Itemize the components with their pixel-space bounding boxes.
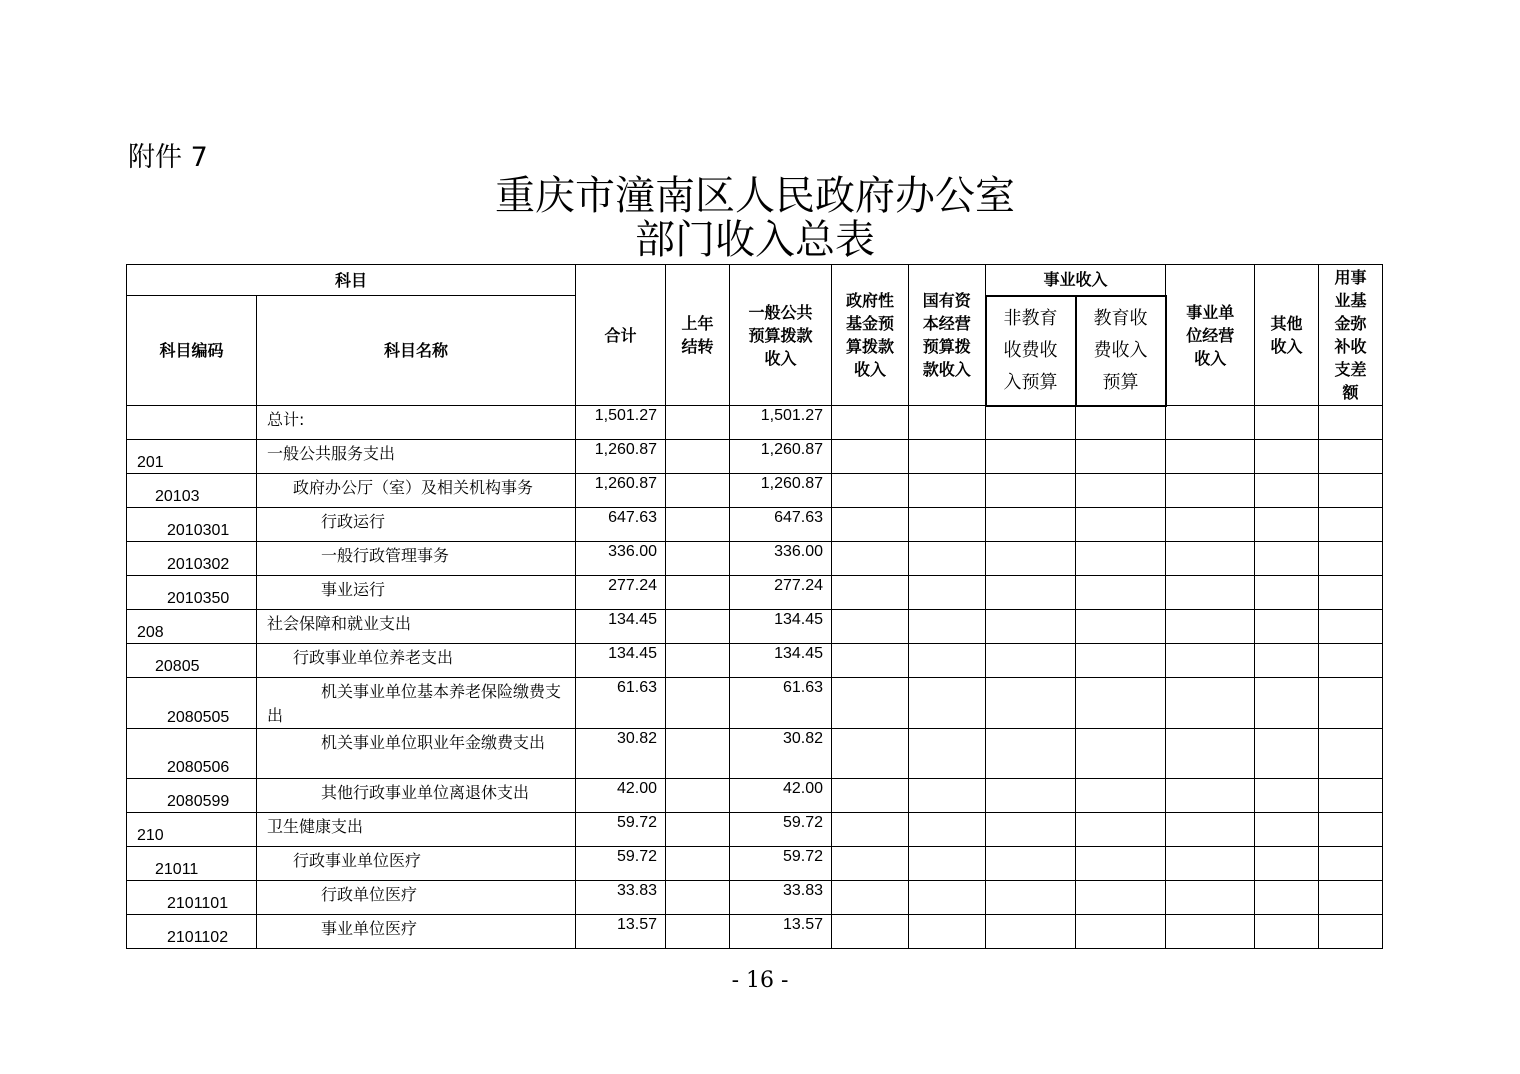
row-carryover: [666, 678, 730, 729]
row-total: 647.63: [576, 508, 666, 542]
empty-cell: [909, 779, 986, 813]
table-row: [127, 542, 1383, 576]
header-general-public-budget: 一般公共预算拨款收入: [730, 265, 832, 406]
empty-cell: [1319, 576, 1383, 610]
row-carryover: [666, 440, 730, 474]
row-total: 59.72: [576, 813, 666, 847]
empty-cell: [1076, 678, 1166, 729]
empty-cell: [1166, 406, 1255, 440]
empty-cell: [1166, 813, 1255, 847]
row-carryover: [666, 779, 730, 813]
empty-cell: [986, 576, 1076, 610]
empty-cell: [1319, 813, 1383, 847]
row-general-budget: 33.83: [730, 881, 832, 915]
empty-cell: [1076, 576, 1166, 610]
row-name: 一般行政管理事务: [257, 542, 576, 576]
empty-cell: [1319, 729, 1383, 779]
row-name: 社会保障和就业支出: [257, 610, 576, 644]
empty-cell: [986, 474, 1076, 508]
empty-cell: [1076, 729, 1166, 779]
empty-cell: [909, 610, 986, 644]
empty-cell: [1076, 610, 1166, 644]
row-name: 其他行政事业单位离退休支出: [257, 779, 576, 813]
empty-cell: [1255, 576, 1319, 610]
row-general-budget: 134.45: [730, 610, 832, 644]
header-education-fee: 教育收费收入预算: [1076, 296, 1166, 406]
row-carryover: [666, 813, 730, 847]
empty-cell: [1076, 440, 1166, 474]
empty-cell: [1255, 542, 1319, 576]
empty-cell: [1076, 915, 1166, 949]
empty-cell: [909, 440, 986, 474]
empty-cell: [1076, 881, 1166, 915]
empty-cell: [1166, 729, 1255, 779]
empty-cell: [1076, 644, 1166, 678]
row-name: 行政运行: [257, 508, 576, 542]
empty-cell: [986, 779, 1076, 813]
header-subject-code: 科目编码: [127, 296, 257, 406]
empty-cell: [1319, 915, 1383, 949]
table-row: [127, 779, 1383, 813]
empty-cell: [909, 915, 986, 949]
row-code: 2101101: [127, 881, 257, 915]
empty-cell: [1319, 847, 1383, 881]
table-row: [127, 729, 1383, 779]
header-state-capital-budget: 国有资本经营预算拨款收入: [909, 265, 986, 406]
row-general-budget: 647.63: [730, 508, 832, 542]
row-general-budget: 1,501.27: [730, 406, 832, 440]
empty-cell: [1255, 644, 1319, 678]
empty-cell: [1255, 779, 1319, 813]
empty-cell: [1255, 508, 1319, 542]
empty-cell: [1166, 881, 1255, 915]
row-name: 事业单位医疗: [257, 915, 576, 949]
empty-cell: [1166, 779, 1255, 813]
empty-cell: [986, 440, 1076, 474]
row-code: [127, 406, 257, 440]
row-name: 行政单位医疗: [257, 881, 576, 915]
row-name: 卫生健康支出: [257, 813, 576, 847]
row-general-budget: 134.45: [730, 644, 832, 678]
empty-cell: [832, 813, 909, 847]
row-code: 2080505: [127, 678, 257, 729]
empty-cell: [909, 847, 986, 881]
row-carryover: [666, 406, 730, 440]
empty-cell: [832, 779, 909, 813]
empty-cell: [1076, 813, 1166, 847]
row-name: 行政事业单位医疗: [257, 847, 576, 881]
empty-cell: [1166, 440, 1255, 474]
empty-cell: [832, 474, 909, 508]
row-total: 42.00: [576, 779, 666, 813]
empty-cell: [909, 474, 986, 508]
table-row: [127, 881, 1383, 915]
empty-cell: [1166, 678, 1255, 729]
row-total: 134.45: [576, 644, 666, 678]
row-general-budget: 1,260.87: [730, 474, 832, 508]
header-business-fund-offset: 用事业基金弥补收支差额: [1319, 265, 1383, 406]
empty-cell: [832, 915, 909, 949]
row-code: 208: [127, 610, 257, 644]
row-name: 机关事业单位职业年金缴费支出: [257, 729, 576, 779]
empty-cell: [1255, 813, 1319, 847]
header-gov-fund-budget: 政府性基金预算拨款收入: [832, 265, 909, 406]
attachment-label: 附件 7: [128, 142, 208, 173]
row-total: 61.63: [576, 678, 666, 729]
empty-cell: [909, 406, 986, 440]
row-carryover: [666, 847, 730, 881]
row-total: 134.45: [576, 610, 666, 644]
row-code: 21011: [127, 847, 257, 881]
row-total: 336.00: [576, 542, 666, 576]
row-general-budget: 61.63: [730, 678, 832, 729]
empty-cell: [1319, 542, 1383, 576]
empty-cell: [832, 729, 909, 779]
table-row: [127, 915, 1383, 949]
row-carryover: [666, 729, 730, 779]
row-code: 2080506: [127, 729, 257, 779]
header-non-education-fee: 非教育收费收入预算: [986, 296, 1076, 406]
table-row: [127, 576, 1383, 610]
empty-cell: [1076, 542, 1166, 576]
empty-cell: [1166, 847, 1255, 881]
empty-cell: [1319, 779, 1383, 813]
empty-cell: [1255, 881, 1319, 915]
row-carryover: [666, 542, 730, 576]
table-row: [127, 406, 1383, 440]
empty-cell: [909, 881, 986, 915]
empty-cell: [909, 508, 986, 542]
table-row: [127, 474, 1383, 508]
empty-cell: [986, 406, 1076, 440]
empty-cell: [909, 813, 986, 847]
table-row: [127, 508, 1383, 542]
income-summary-table: [126, 264, 1383, 949]
empty-cell: [986, 813, 1076, 847]
header-other-income: 其他收入: [1255, 265, 1319, 406]
row-general-budget: 13.57: [730, 915, 832, 949]
row-code: 2080599: [127, 779, 257, 813]
row-name: 机关事业单位基本养老保险缴费支出: [257, 678, 576, 729]
empty-cell: [986, 678, 1076, 729]
empty-cell: [832, 881, 909, 915]
row-carryover: [666, 881, 730, 915]
empty-cell: [832, 847, 909, 881]
row-name: 一般公共服务支出: [257, 440, 576, 474]
table-row: [127, 610, 1383, 644]
row-name: 政府办公厅（室）及相关机构事务: [257, 474, 576, 508]
row-total: 33.83: [576, 881, 666, 915]
empty-cell: [1166, 644, 1255, 678]
table-row: [127, 678, 1383, 729]
empty-cell: [909, 542, 986, 576]
row-name: 总计:: [257, 406, 576, 440]
row-total: 1,260.87: [576, 440, 666, 474]
row-general-budget: 59.72: [730, 813, 832, 847]
empty-cell: [909, 678, 986, 729]
row-code: 20103: [127, 474, 257, 508]
empty-cell: [986, 644, 1076, 678]
empty-cell: [1166, 542, 1255, 576]
empty-cell: [1166, 610, 1255, 644]
row-general-budget: 277.24: [730, 576, 832, 610]
row-code: 210: [127, 813, 257, 847]
empty-cell: [1076, 508, 1166, 542]
empty-cell: [986, 542, 1076, 576]
empty-cell: [986, 729, 1076, 779]
empty-cell: [1076, 406, 1166, 440]
empty-cell: [832, 406, 909, 440]
row-code: 2101102: [127, 915, 257, 949]
row-code: 2010350: [127, 576, 257, 610]
empty-cell: [986, 610, 1076, 644]
empty-cell: [1166, 508, 1255, 542]
empty-cell: [986, 881, 1076, 915]
row-total: 13.57: [576, 915, 666, 949]
empty-cell: [1319, 610, 1383, 644]
table-row: [127, 644, 1383, 678]
empty-cell: [832, 610, 909, 644]
empty-cell: [832, 542, 909, 576]
empty-cell: [1076, 847, 1166, 881]
header-business-unit-operating: 事业单位经营收入: [1166, 265, 1255, 406]
empty-cell: [1255, 847, 1319, 881]
empty-cell: [1319, 474, 1383, 508]
empty-cell: [832, 576, 909, 610]
row-general-budget: 1,260.87: [730, 440, 832, 474]
empty-cell: [986, 847, 1076, 881]
row-total: 59.72: [576, 847, 666, 881]
empty-cell: [1319, 508, 1383, 542]
header-subject-name: 科目名称: [257, 296, 576, 406]
row-general-budget: 336.00: [730, 542, 832, 576]
empty-cell: [1255, 915, 1319, 949]
empty-cell: [986, 915, 1076, 949]
table-row: [127, 440, 1383, 474]
row-general-budget: 30.82: [730, 729, 832, 779]
row-name: 事业运行: [257, 576, 576, 610]
page-number: - 16 -: [731, 968, 789, 993]
empty-cell: [1166, 915, 1255, 949]
row-carryover: [666, 644, 730, 678]
empty-cell: [1255, 678, 1319, 729]
row-total: 1,501.27: [576, 406, 666, 440]
empty-cell: [1319, 406, 1383, 440]
header-subject: 科目: [127, 265, 576, 296]
row-carryover: [666, 576, 730, 610]
row-total: 30.82: [576, 729, 666, 779]
document-title: 重庆市潼南区人民政府办公室: [495, 173, 1015, 219]
row-carryover: [666, 610, 730, 644]
empty-cell: [1255, 729, 1319, 779]
row-code: 2010302: [127, 542, 257, 576]
empty-cell: [1255, 440, 1319, 474]
table-row: [127, 813, 1383, 847]
header-total: 合计: [576, 265, 666, 406]
empty-cell: [1076, 474, 1166, 508]
row-name: 行政事业单位养老支出: [257, 644, 576, 678]
row-general-budget: 59.72: [730, 847, 832, 881]
empty-cell: [1255, 474, 1319, 508]
row-carryover: [666, 474, 730, 508]
header-prior-year-carryover: 上年结转: [666, 265, 730, 406]
empty-cell: [909, 576, 986, 610]
row-total: 1,260.87: [576, 474, 666, 508]
row-carryover: [666, 915, 730, 949]
empty-cell: [909, 644, 986, 678]
empty-cell: [832, 440, 909, 474]
row-code: 2010301: [127, 508, 257, 542]
empty-cell: [1166, 474, 1255, 508]
empty-cell: [1319, 644, 1383, 678]
row-total: 277.24: [576, 576, 666, 610]
row-code: 201: [127, 440, 257, 474]
empty-cell: [832, 508, 909, 542]
header-business-income: 事业收入: [986, 265, 1166, 296]
empty-cell: [832, 678, 909, 729]
table-header: [127, 265, 1383, 406]
row-carryover: [666, 508, 730, 542]
document-subtitle: 部门收入总表: [635, 217, 875, 263]
empty-cell: [1255, 610, 1319, 644]
empty-cell: [1319, 881, 1383, 915]
empty-cell: [1319, 678, 1383, 729]
empty-cell: [832, 644, 909, 678]
row-general-budget: 42.00: [730, 779, 832, 813]
table-body: [127, 406, 1383, 949]
empty-cell: [1255, 406, 1319, 440]
empty-cell: [1319, 440, 1383, 474]
empty-cell: [1166, 576, 1255, 610]
empty-cell: [1076, 779, 1166, 813]
table-row: [127, 847, 1383, 881]
empty-cell: [909, 729, 986, 779]
empty-cell: [986, 508, 1076, 542]
row-code: 20805: [127, 644, 257, 678]
